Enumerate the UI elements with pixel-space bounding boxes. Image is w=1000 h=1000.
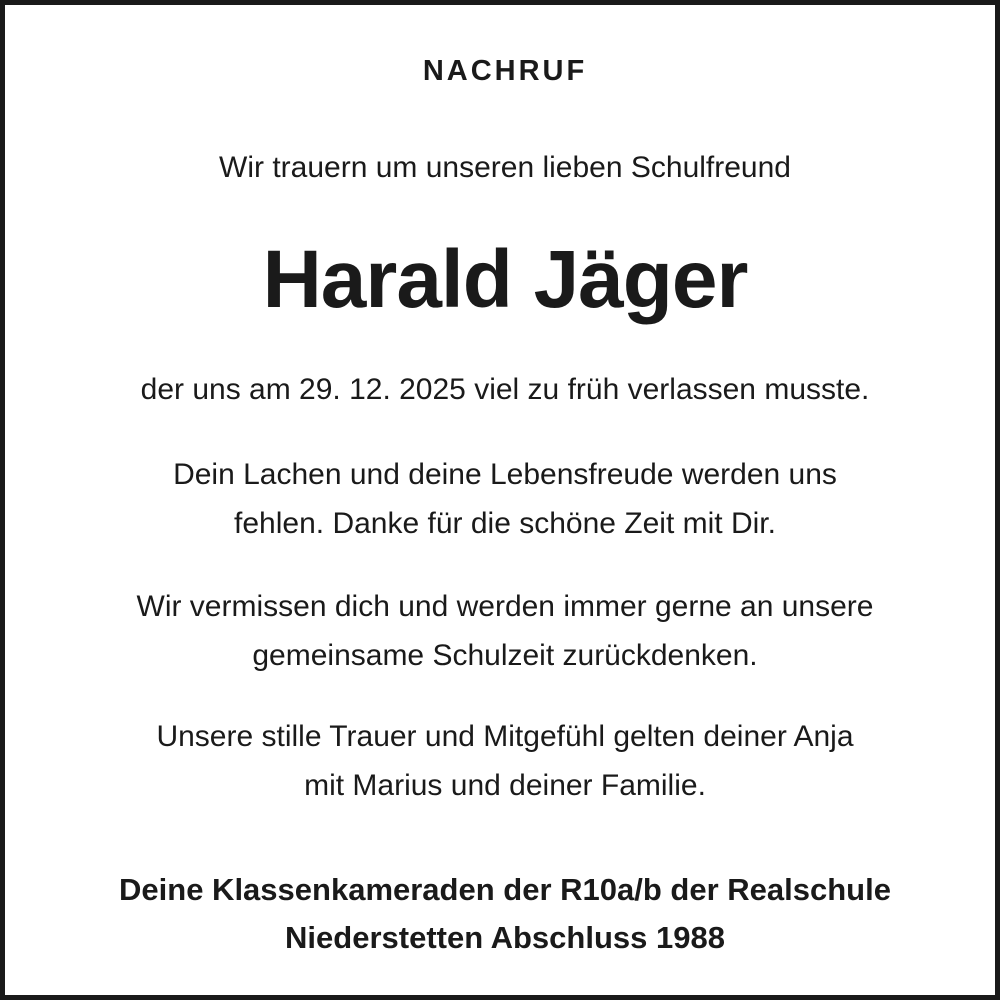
deceased-name: Harald Jäger <box>262 234 748 325</box>
paragraph-line: gemeinsame Schulzeit zurückdenken. <box>252 639 758 672</box>
paragraph-line: fehlen. Danke für die schöne Zeit mit Dir. <box>234 507 776 540</box>
signature-line: Niederstetten Abschluss 1988 <box>285 920 725 955</box>
paragraph-line: Unsere stille Trauer und Mitgefühl gelten deiner Anja <box>156 720 854 753</box>
date-line: der uns am 29. 12. 2025 viel zu früh verlassen musste. <box>140 373 870 406</box>
paragraph-line: Wir vermissen dich und werden immer gerne an unsere <box>136 590 874 623</box>
paragraph-line: mit Marius und deiner Familie. <box>304 769 706 802</box>
notice-heading: NACHRUF <box>422 55 588 87</box>
intro-text: Wir trauern um unseren lieben Schulfreund <box>219 151 791 184</box>
paragraph-line: Dein Lachen und deine Lebensfreude werden uns <box>173 458 837 491</box>
signature-line: Deine Klassenkameraden der R10a/b der Realschule <box>119 872 891 907</box>
